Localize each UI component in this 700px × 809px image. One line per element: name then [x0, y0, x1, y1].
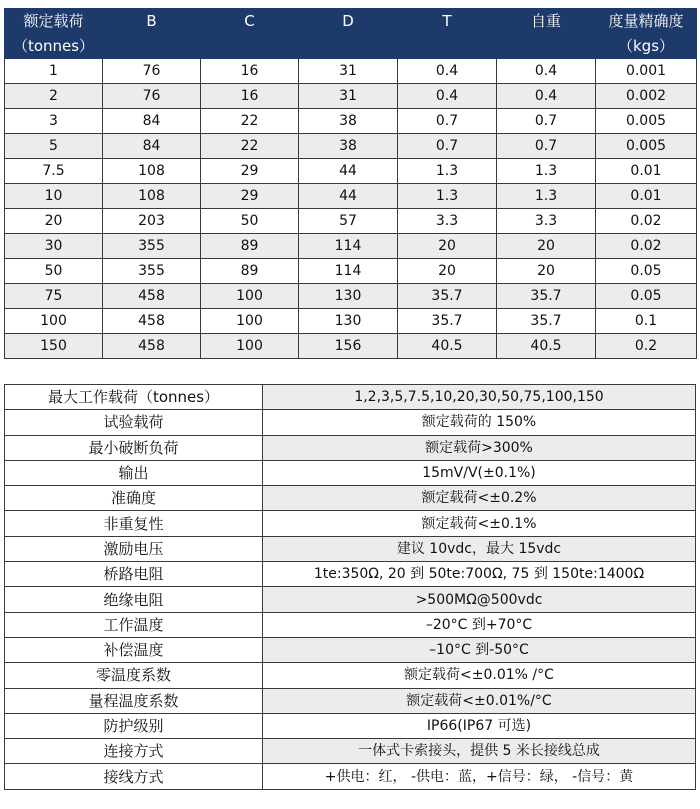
table-cell: 0.7	[497, 109, 596, 134]
spec-label: 准确度	[5, 486, 263, 511]
column-header: 自重	[497, 9, 596, 35]
spec-label: 量程温度系数	[5, 688, 263, 713]
column-header: T	[398, 9, 497, 35]
table-cell: 3	[5, 109, 103, 134]
table-cell: 76	[103, 59, 201, 84]
table-cell: 130	[299, 309, 398, 334]
table-cell: 0.001	[596, 59, 697, 84]
spec-label: 最小破断负荷	[5, 435, 263, 460]
table-cell: 1	[5, 59, 103, 84]
column-header: B	[103, 9, 201, 35]
table-row	[5, 84, 697, 109]
spec-value: 额定载荷<±0.01% /°C	[263, 663, 696, 688]
spec-row	[5, 460, 696, 485]
table-cell: 114	[299, 234, 398, 259]
table-cell: 1.3	[497, 184, 596, 209]
table-cell: 3.3	[497, 209, 596, 234]
table-cell: 50	[201, 209, 299, 234]
table-cell: 108	[103, 159, 201, 184]
spec-label: 连接方式	[5, 739, 263, 764]
column-header: C	[201, 9, 299, 35]
column-header-unit	[497, 35, 596, 59]
column-header: D	[299, 9, 398, 35]
table-cell: 0.7	[398, 134, 497, 159]
table-cell: 5	[5, 134, 103, 159]
table-row	[5, 184, 697, 209]
spec-value: 额定载荷<±0.2%	[263, 486, 696, 511]
table-cell: 20	[497, 234, 596, 259]
table-row	[5, 259, 697, 284]
spec-row	[5, 637, 696, 662]
header-row-bottom	[5, 35, 697, 59]
table-cell: 10	[5, 184, 103, 209]
table-cell: 22	[201, 109, 299, 134]
table-cell: 57	[299, 209, 398, 234]
table-cell: 7.5	[5, 159, 103, 184]
table-cell: 35.7	[497, 284, 596, 309]
spec-row	[5, 536, 696, 561]
table-row	[5, 109, 697, 134]
spec-value: 15mV/V(±0.1%)	[263, 460, 696, 485]
spec-value: >500MΩ@500vdc	[263, 587, 696, 612]
table-row	[5, 284, 697, 309]
table-cell: 0.7	[398, 109, 497, 134]
table-cell: 89	[201, 234, 299, 259]
table-cell: 75	[5, 284, 103, 309]
table-cell: 0.002	[596, 84, 697, 109]
table-cell: 1.3	[398, 159, 497, 184]
table-cell: 84	[103, 134, 201, 159]
table-cell: 38	[299, 134, 398, 159]
spec-value: 1te:350Ω, 20 到 50te:700Ω, 75 到 150te:1400Ω	[263, 562, 696, 587]
table-cell: 20	[398, 259, 497, 284]
table-cell: 1.3	[497, 159, 596, 184]
table-cell: 100	[5, 309, 103, 334]
spec-label: 绝缘电阻	[5, 587, 263, 612]
table-cell: 35.7	[497, 309, 596, 334]
spec-value: 额定载荷<±0.1%	[263, 511, 696, 536]
table-cell: 31	[299, 84, 398, 109]
table-cell: 29	[201, 184, 299, 209]
spec-row	[5, 764, 696, 789]
table-cell: 89	[201, 259, 299, 284]
table-cell: 0.005	[596, 109, 697, 134]
spec-value: IP66(IP67 可选)	[263, 713, 696, 738]
spec-row	[5, 739, 696, 764]
spec-value: 建议 10vdc，最大 15vdc	[263, 536, 696, 561]
specifications-table	[4, 384, 696, 790]
table-cell: 114	[299, 259, 398, 284]
table-cell: 0.4	[497, 59, 596, 84]
table-cell: 3.3	[398, 209, 497, 234]
table-cell: 44	[299, 159, 398, 184]
specifications-body	[5, 385, 696, 790]
spec-row	[5, 385, 696, 410]
table-cell: 0.02	[596, 234, 697, 259]
table-cell: 0.02	[596, 209, 697, 234]
table-cell: 30	[5, 234, 103, 259]
spec-label: 桥路电阻	[5, 562, 263, 587]
spec-row	[5, 612, 696, 637]
spec-value: +供电：红， -供电：蓝，+信号：绿， -信号：黄	[263, 764, 696, 789]
spec-row	[5, 511, 696, 536]
column-header: 度量精确度	[596, 9, 697, 35]
table-cell: 0.05	[596, 284, 697, 309]
table-row	[5, 159, 697, 184]
table-cell: 44	[299, 184, 398, 209]
spec-row	[5, 713, 696, 738]
table-cell: 38	[299, 109, 398, 134]
spec-label: 输出	[5, 460, 263, 485]
header-row-top	[5, 9, 697, 35]
column-header-unit	[398, 35, 497, 59]
spec-value: 额定载荷<±0.01%/°C	[263, 688, 696, 713]
table-cell: 50	[5, 259, 103, 284]
table-row	[5, 59, 697, 84]
column-header-unit	[201, 35, 299, 59]
column-header: 额定载荷	[5, 9, 103, 35]
spec-value: 额定载荷>300%	[263, 435, 696, 460]
table-row	[5, 234, 697, 259]
table-row	[5, 134, 697, 159]
spec-value: –20°C 到+70°C	[263, 612, 696, 637]
table-cell: 1.3	[398, 184, 497, 209]
table-cell: 355	[103, 234, 201, 259]
table-cell: 156	[299, 334, 398, 359]
spec-value: 额定载荷的 150%	[263, 410, 696, 435]
table-cell: 0.005	[596, 134, 697, 159]
spec-row	[5, 486, 696, 511]
table-cell: 0.2	[596, 334, 697, 359]
table-cell: 2	[5, 84, 103, 109]
column-header-unit: （tonnes）	[5, 35, 103, 59]
spec-value: 一体式卡索接头，提供 5 米长接线总成	[263, 739, 696, 764]
spec-row	[5, 410, 696, 435]
table-cell: 31	[299, 59, 398, 84]
table-cell: 0.1	[596, 309, 697, 334]
table-cell: 130	[299, 284, 398, 309]
spec-label: 工作温度	[5, 612, 263, 637]
table-cell: 29	[201, 159, 299, 184]
table-cell: 458	[103, 334, 201, 359]
table-cell: 458	[103, 284, 201, 309]
table-cell: 16	[201, 59, 299, 84]
table-row	[5, 309, 697, 334]
table-cell: 100	[201, 309, 299, 334]
spec-label: 试验载荷	[5, 410, 263, 435]
column-header-unit	[299, 35, 398, 59]
spec-row	[5, 435, 696, 460]
column-header-unit: （kgs）	[596, 35, 697, 59]
table-cell: 100	[201, 284, 299, 309]
table-cell: 84	[103, 109, 201, 134]
table-cell: 40.5	[398, 334, 497, 359]
spec-row	[5, 663, 696, 688]
spec-label: 接线方式	[5, 764, 263, 789]
table-cell: 76	[103, 84, 201, 109]
spec-label: 零温度系数	[5, 663, 263, 688]
table-cell: 20	[398, 234, 497, 259]
table-cell: 35.7	[398, 284, 497, 309]
table-cell: 355	[103, 259, 201, 284]
table-cell: 0.7	[497, 134, 596, 159]
table-cell: 0.01	[596, 184, 697, 209]
table-cell: 22	[201, 134, 299, 159]
dimensions-body	[5, 59, 697, 359]
table-cell: 20	[497, 259, 596, 284]
table-cell: 0.4	[398, 84, 497, 109]
table-cell: 0.4	[398, 59, 497, 84]
spec-label: 补偿温度	[5, 637, 263, 662]
table-cell: 100	[201, 334, 299, 359]
table-cell: 0.4	[497, 84, 596, 109]
spec-value: 1,2,3,5,7.5,10,20,30,50,75,100,150	[263, 385, 696, 410]
spec-row	[5, 688, 696, 713]
table-row	[5, 209, 697, 234]
table-cell: 203	[103, 209, 201, 234]
spec-row	[5, 562, 696, 587]
spec-label: 防护级别	[5, 713, 263, 738]
table-cell: 20	[5, 209, 103, 234]
table-cell: 0.01	[596, 159, 697, 184]
table-cell: 0.05	[596, 259, 697, 284]
table-cell: 16	[201, 84, 299, 109]
spec-label: 激励电压	[5, 536, 263, 561]
table-cell: 108	[103, 184, 201, 209]
column-header-unit	[103, 35, 201, 59]
table-cell: 40.5	[497, 334, 596, 359]
table-row	[5, 334, 697, 359]
table-cell: 458	[103, 309, 201, 334]
spec-row	[5, 587, 696, 612]
dimensions-table	[4, 8, 697, 359]
spec-label: 非重复性	[5, 511, 263, 536]
table-cell: 150	[5, 334, 103, 359]
table-cell: 35.7	[398, 309, 497, 334]
spec-value: –10°C 到-50°C	[263, 637, 696, 662]
spec-label: 最大工作载荷（tonnes）	[5, 385, 263, 410]
